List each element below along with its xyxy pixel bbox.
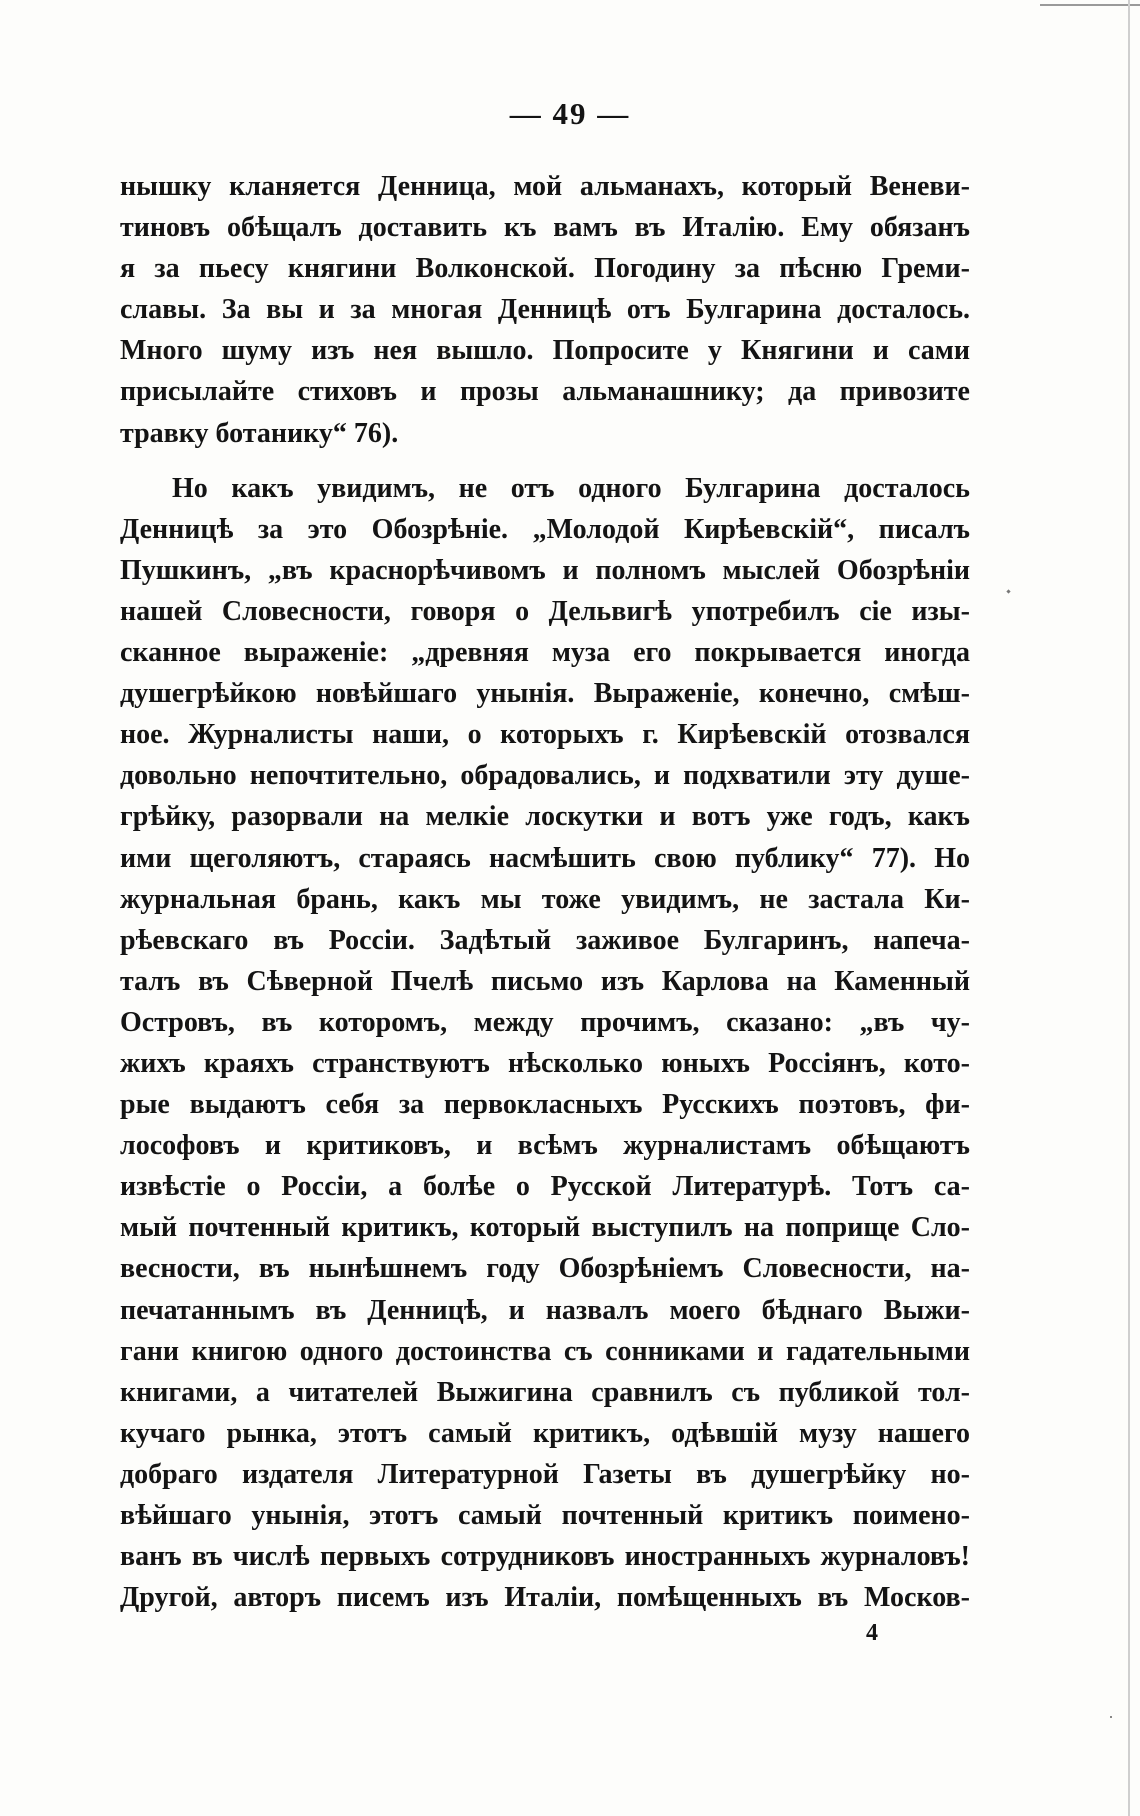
- text-line: рѣевскаго въ Россіи. Задѣтый заживое Булгаринъ, напеча-: [120, 924, 970, 956]
- text-line: я за пьесу княгини Волконской. Погодину за пѣсню Греми-: [120, 253, 970, 285]
- signature-mark: 4: [866, 1620, 878, 1646]
- text-line: журнальная брань, какъ мы тоже увидимъ, не застала Ки-: [120, 883, 970, 915]
- text-line: тиновъ обѣщалъ доставить къ вамъ въ Италію. Ему обязанъ: [120, 212, 970, 244]
- text-line: кучаго рынка, этотъ самый критикъ, одѣвшій музу нашего: [120, 1417, 970, 1449]
- text-line: гани книгою одного достоинства съ сонниками и гадательными: [120, 1335, 970, 1367]
- text-line: нышку кланяется Денница, мой альманахъ, который Веневи-: [120, 171, 970, 202]
- text-line: ими щеголяютъ, стараясь насмѣшить свою публику“ 77). Но: [120, 842, 970, 874]
- text-line: нашей Словесности, говоря о Дельвигѣ употребилъ сіе изы-: [120, 595, 970, 627]
- body-text: [120, 166, 970, 1618]
- text-line: ное. Журналисты наши, о которыхъ г. Кирѣевскій отозвался: [120, 719, 970, 751]
- text-line: печатаннымъ въ Денницѣ, и назвалъ моего бѣднаго Выжи-: [120, 1294, 970, 1326]
- text-line: извѣстіе о Россіи, а болѣе о Русской Литературѣ. Тотъ са-: [120, 1171, 970, 1203]
- page-number-header: — 49 —: [509, 96, 631, 131]
- text-line: Другой, авторъ писемъ изъ Италіи, помѣщенныхъ въ Москов-: [120, 1582, 970, 1614]
- text-line: травку ботанику“ 76).: [120, 417, 399, 449]
- text-line: присылайте стиховъ и прозы альманашнику; да привозите: [120, 376, 970, 408]
- paragraph-gap: [120, 454, 970, 468]
- text-line: мый почтенный критикъ, который выступилъ на поприще Сло-: [120, 1212, 970, 1244]
- text-line: сканное выраженіе: „древняя муза его покрывается иногда: [120, 637, 970, 669]
- text-line: добраго издателя Литературной Газеты въ душегрѣйку но-: [120, 1458, 970, 1490]
- text-line: Денницѣ за это Обозрѣніе. „Молодой Кирѣевскій“, писалъ: [120, 513, 970, 545]
- text-line: довольно непочтительно, обрадовались, и подхватили эту душе-: [120, 760, 970, 792]
- text-line: славы. За вы и за многая Денницѣ отъ Булгарина досталось.: [120, 294, 970, 326]
- top-edge-rule: [1040, 4, 1140, 6]
- text-line: весности, въ нынѣшнемъ году Обозрѣніемъ Словесности, на-: [120, 1253, 970, 1285]
- text-line: ванъ въ числѣ первыхъ сотрудниковъ иностранныхъ журналовъ!: [120, 1541, 970, 1573]
- text-line: вѣйшаго унынія, этотъ самый почтенный критикъ поимено-: [120, 1500, 970, 1531]
- scan-speck: [1006, 589, 1010, 593]
- text-line: рые выдаютъ себя за первокласныхъ Русскихъ поэтовъ, фи-: [120, 1089, 970, 1121]
- text-line: Островъ, въ которомъ, между прочимъ, сказано: „въ чу-: [120, 1006, 970, 1038]
- text-line: лософовъ и критиковъ, и всѣмъ журналистамъ обѣщаютъ: [120, 1130, 970, 1162]
- text-line: талъ въ Сѣверной Пчелѣ письмо изъ Карлова на Каменный: [120, 965, 970, 997]
- text-line: душегрѣйкою новѣйшаго унынія. Выраженіе, конечно, смѣш-: [120, 678, 970, 710]
- scan-speck: [1110, 1716, 1112, 1718]
- text-line: Много шуму изъ нея вышло. Попросите у Княгини и сами: [120, 335, 970, 367]
- text-line: книгами, а читателей Выжигина сравнилъ съ публикой тол-: [120, 1376, 970, 1408]
- page-edge-line: [1128, 0, 1130, 1816]
- text-line: грѣйку, разорвали на мелкіе лоскутки и вотъ уже годъ, какъ: [120, 801, 970, 833]
- text-line: Пушкинъ, „въ краснорѣчивомъ и полномъ мыслей Обозрѣніи: [120, 554, 970, 586]
- text-line: жихъ краяхъ странствуютъ нѣсколько юныхъ Россіянъ, кото-: [120, 1047, 970, 1079]
- text-line: Но какъ увидимъ, не отъ одного Булгарина досталось: [172, 472, 970, 504]
